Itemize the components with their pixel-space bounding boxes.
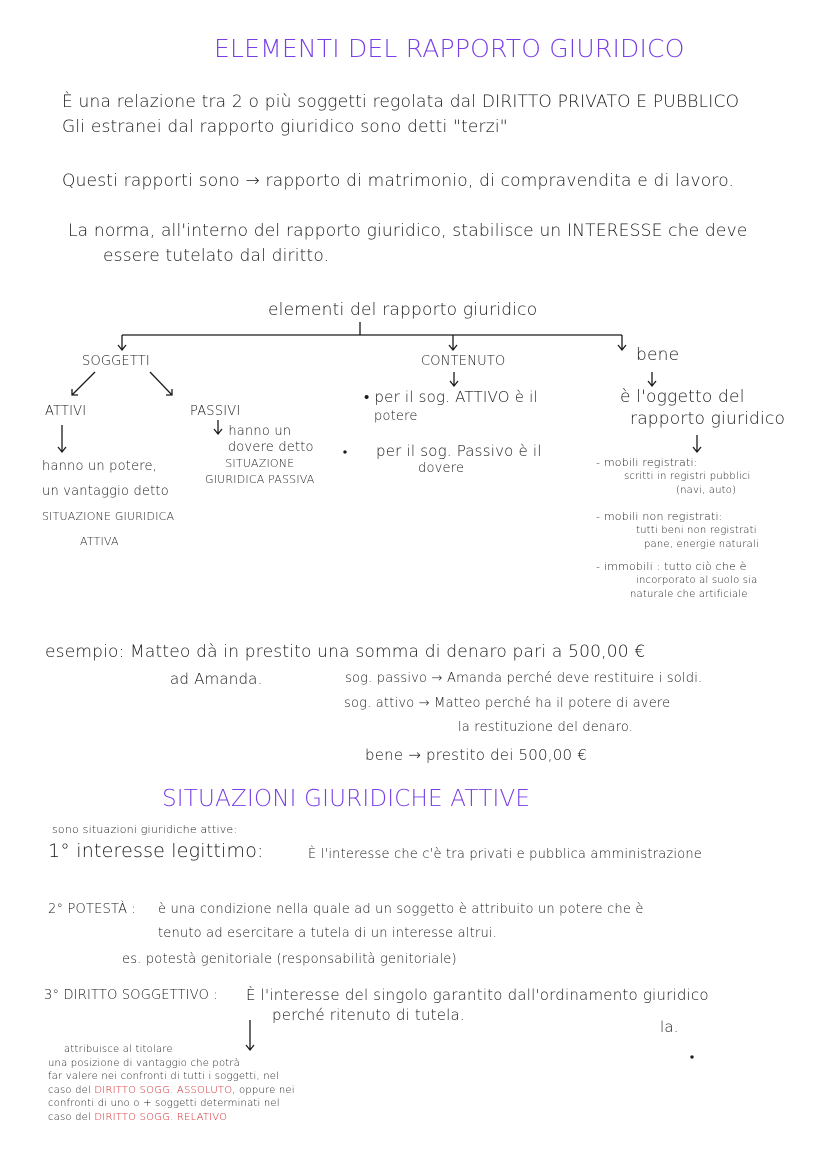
item1-text: È l'interesse che c'è tra privati e pubblica amministrazione <box>308 847 702 862</box>
text: , oppure nei <box>232 1084 295 1096</box>
esempio-text: ad Amanda. <box>170 670 263 688</box>
diagram-root: elementi del rapporto giuridico <box>268 300 538 320</box>
intro-line: Questi rapporti sono → rapporto di matrimonio, di compravendita e di lavoro. <box>62 171 735 191</box>
section-title: SITUAZIONI GIURIDICHE ATTIVE <box>162 786 531 812</box>
text-line <box>48 1111 295 1125</box>
text-line: potere <box>374 409 418 424</box>
beni-list <box>596 456 759 602</box>
text: caso del <box>48 1084 95 1096</box>
text-line: • per il sog. ATTIVO è il <box>364 388 538 406</box>
contenuto-label: CONTENUTO <box>421 354 506 369</box>
text-line <box>48 1084 295 1098</box>
intro-line: È una relazione tra 2 o più soggetti regolata dal DIRITTO PRIVATO E PUBBLICO <box>62 92 740 112</box>
item2-label: 2° POTESTÀ : <box>48 902 137 917</box>
passivi-label: PASSIVI <box>190 404 241 419</box>
beni-mobili-registrati: - mobili registrati: <box>596 456 698 469</box>
text-line: ATTIVA <box>80 535 119 548</box>
text-line: SITUAZIONE GIURIDICA <box>42 510 175 523</box>
esempio-attivo: sog. attivo → Matteo perché ha il potere di avere <box>344 696 671 711</box>
text: caso del <box>48 1111 95 1123</box>
text-line: dovere <box>418 461 465 476</box>
passivi-description <box>205 424 315 488</box>
intro-line: Gli estranei dal rapporto giuridico sono detti "terzi" <box>62 117 508 137</box>
item3-text: È l'interesse del singolo garantito dall'ordinamento giuridico <box>246 986 709 1004</box>
esempio-attivo: la restituzione del denaro. <box>458 720 634 735</box>
item1-label: 1° interesse legittimo: <box>48 840 264 862</box>
esempio-passivo: sog. passivo → Amanda perché deve restituire i soldi. <box>345 671 703 686</box>
text-line: confronti di uno o + soggetti determinati nel <box>48 1098 280 1109</box>
text-line: hanno un <box>228 424 292 439</box>
text-line: tutti beni non registrati <box>636 525 757 536</box>
text-line: hanno un potere, <box>42 459 158 474</box>
beni-immobili: - immobili : tutto ciò che è <box>596 560 747 573</box>
item2-example: es. potestà genitoriale (responsabilità genitoriale) <box>122 952 457 967</box>
esempio-text: Matteo dà in prestito una somma di denaro pari a 500,00 € <box>130 642 646 662</box>
item2-text: è una condizione nella quale ad un soggetto è attribuito un potere che è <box>158 902 644 917</box>
text-line: per il sog. Passivo è il <box>376 442 542 460</box>
item3-label: 3° DIRITTO SOGGETTIVO : <box>44 988 218 1003</box>
text-line: dovere detto <box>227 440 314 455</box>
contenuto-passivo <box>376 442 542 478</box>
esempio-label: esempio: <box>45 642 125 662</box>
text-line: (navi, auto) <box>676 485 737 496</box>
attivi-label: ATTIVI <box>45 404 87 419</box>
stray-text: la. <box>660 1018 679 1036</box>
text-line: GIURIDICA PASSIVA <box>205 473 315 486</box>
intro-line: essere tutelato dal diritto. <box>103 246 330 266</box>
beni-mobili-non-registrati: - mobili non registrati: <box>596 510 723 523</box>
text-line: è l'oggetto del <box>620 387 745 407</box>
section-intro: sono situazioni giuridiche attive: <box>52 823 238 836</box>
soggetti-label: SOGGETTI <box>82 354 150 369</box>
text-line: un vantaggio detto <box>42 484 169 499</box>
text-line: SITUAZIONE <box>225 457 295 470</box>
intro-line: La norma, all'interno del rapporto giuridico, stabilisce un INTERESSE che deve <box>68 221 748 241</box>
attivi-description <box>42 454 174 554</box>
diritto-relativo-highlight: DIRITTO SOGG. RELATIVO <box>94 1111 228 1123</box>
item3-text: perché ritenuto di tutela. <box>272 1006 465 1024</box>
text-line: pane, energie naturali <box>644 539 759 550</box>
text-line: incorporato al suolo sia <box>636 575 758 586</box>
text-line: rapporto giuridico <box>630 409 786 429</box>
contenuto-attivo <box>364 388 538 426</box>
diritto-soggettivo-note <box>48 1043 295 1124</box>
esempio-bene: bene → prestito dei 500,00 € <box>365 746 587 764</box>
page-title: ELEMENTI DEL RAPPORTO GIURIDICO <box>214 34 685 63</box>
text-line: scritti in registri pubblici <box>624 471 751 482</box>
text-line: attribuisce al titolare <box>64 1044 173 1055</box>
text-line: una posizione di vantaggio che potrà <box>48 1057 241 1069</box>
diritto-assoluto-highlight: DIRITTO SOGG. ASSOLUTO <box>94 1084 233 1096</box>
text-line: naturale che artificiale <box>630 589 748 600</box>
bene-label: bene <box>636 345 680 365</box>
item2-text: tenuto ad esercitare a tutela di un interesse altrui. <box>158 926 498 941</box>
bene-description <box>620 386 785 430</box>
text-line: far valere nei confronti di tutti i soggetti, nel <box>48 1071 280 1082</box>
